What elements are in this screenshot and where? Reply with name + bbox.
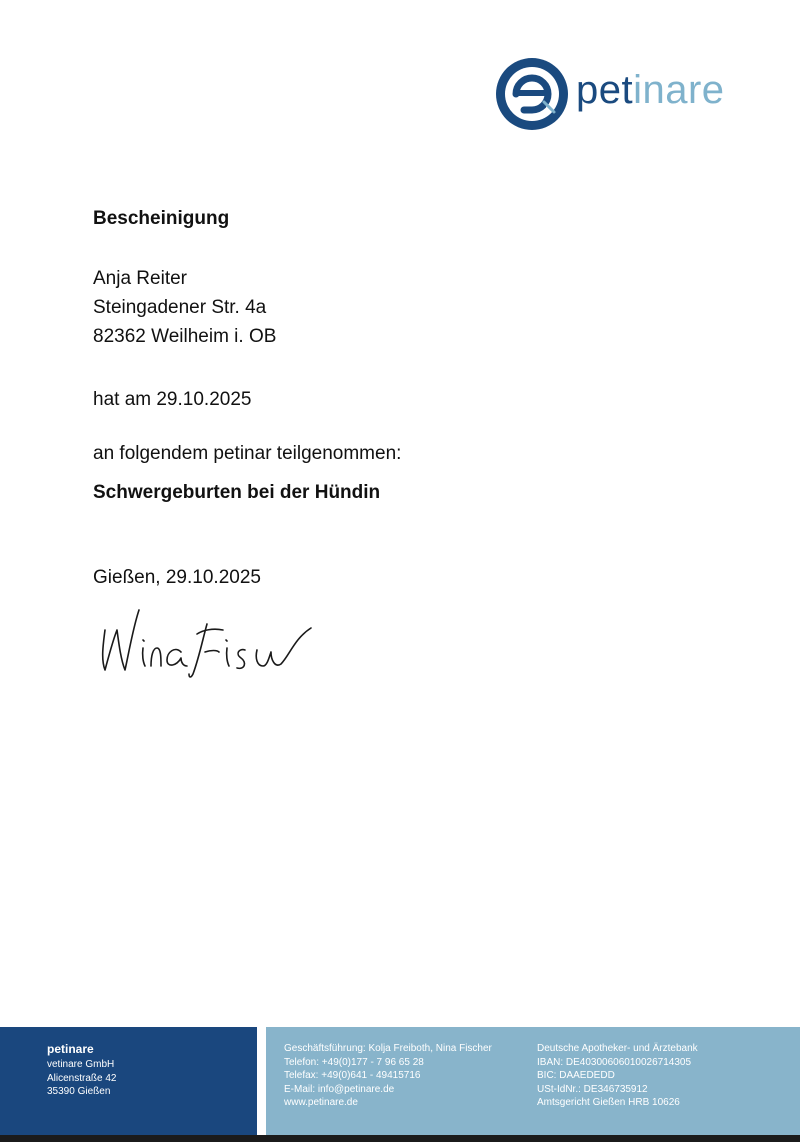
document-title: Bescheinigung: [93, 208, 230, 229]
footer-company-block: [0, 1027, 257, 1135]
fax-line: Telefax: +49(0)641 - 49415716: [284, 1070, 421, 1081]
recipient-city: 82362 Weilheim i. OB: [93, 326, 277, 347]
website-line: www.petinare.de: [284, 1097, 358, 1108]
logo-wordmark: petinare: [576, 68, 725, 112]
phone-line: Telefon: +49(0)177 - 7 96 65 28: [284, 1056, 424, 1068]
bottom-bar: [0, 1135, 800, 1142]
recipient-address: [93, 264, 276, 351]
bic-line: BIC: DAAEDEDD: [537, 1070, 615, 1081]
company-city: 35390 Gießen: [47, 1086, 111, 1097]
recipient-name: Anja Reiter: [93, 268, 187, 289]
footer-info-block: [266, 1027, 800, 1135]
recipient-street: Steingadener Str. 4a: [93, 297, 267, 318]
place-and-date: Gießen, 29.10.2025: [93, 567, 261, 588]
handwritten-signature: [95, 600, 325, 685]
course-title: Schwergeburten bei der Hündin: [93, 482, 381, 503]
petinare-logo-icon: [494, 56, 570, 132]
petinare-logo: [494, 56, 754, 132]
email-line: E-Mail: info@petinare.de: [284, 1083, 395, 1095]
company-name: vetinare GmbH: [47, 1059, 115, 1070]
footer-brand: petinare: [47, 1042, 94, 1056]
company-address: [47, 1058, 116, 1099]
bank-info: [537, 1042, 698, 1110]
iban-line: IBAN: DE40300606010026714305: [537, 1056, 692, 1068]
footer: [0, 1027, 800, 1135]
bank-name: Deutsche Apotheker- und Ärztebank: [537, 1043, 698, 1054]
footer-divider: [257, 1027, 266, 1135]
management-line: Geschäftsführung: Kolja Freiboth, Nina Fischer: [284, 1043, 492, 1054]
court-registration-line: Amtsgericht Gießen HRB 10626: [537, 1097, 680, 1108]
participation-statement: an folgendem petinar teilgenommen:: [93, 443, 402, 464]
contact-info: [284, 1042, 492, 1110]
company-street: Alicenstraße 42: [47, 1072, 117, 1084]
attendance-date: hat am 29.10.2025: [93, 389, 252, 410]
vat-id-line: USt-IdNr.: DE346735912: [537, 1083, 648, 1095]
